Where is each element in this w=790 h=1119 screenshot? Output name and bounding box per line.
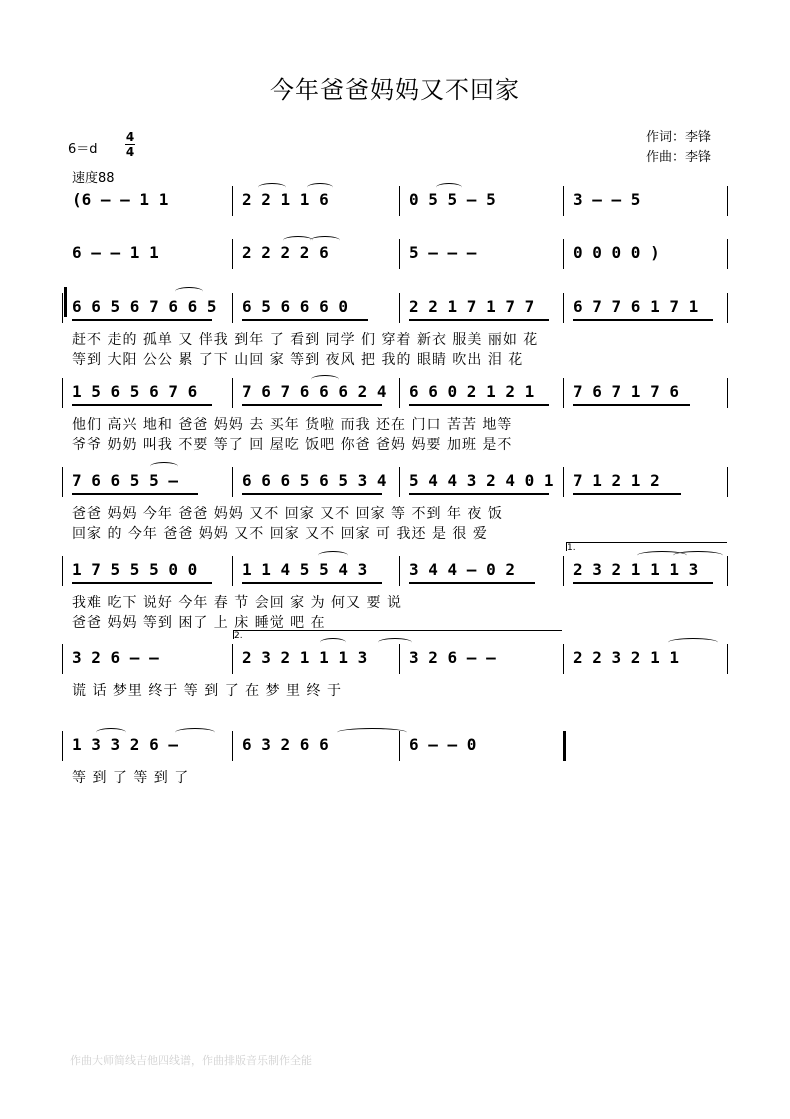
barline	[399, 556, 400, 586]
measure-notes: 3 – – 5	[573, 190, 641, 209]
measure-notes: 0 5 5 – 5	[409, 190, 496, 209]
measure-notes: 3 2 6 – –	[72, 648, 159, 667]
measure-notes: 6 – – 0	[409, 735, 477, 754]
barline	[727, 239, 728, 269]
slur	[311, 375, 339, 384]
composer: 作曲：李锋	[646, 150, 712, 165]
lyric-line: 我难 吃下 说好 今年 春 节 会回 家 为 何又 要 说	[72, 595, 402, 611]
measure-notes: 3 2 6 – –	[409, 648, 496, 667]
measure-notes: 6 – – 1 1	[72, 243, 159, 262]
lyric-line: 等到 大阳 公公 累 了下 山回 家 等到 夜风 把 我的 眼睛 吹出 泪 花	[72, 352, 524, 368]
slur	[283, 236, 313, 245]
barline	[232, 644, 233, 674]
slur	[310, 236, 340, 245]
beam-underline	[72, 319, 212, 321]
measure-notes: 7 6 6 5 5 –	[72, 471, 178, 490]
beam-underline	[242, 319, 368, 321]
barline	[399, 378, 400, 408]
measure-notes: 2 2 1 7 1 7 7	[409, 297, 535, 316]
barline	[232, 467, 233, 497]
volta-first: 1.	[566, 542, 727, 551]
measure-notes: 1 3 3 2 6 –	[72, 735, 178, 754]
measure-notes: 6 6 6 5 6 5 3 4	[242, 471, 387, 490]
measure-notes: 1 1 4 5 5 4 3	[242, 560, 368, 579]
time-signature	[123, 130, 137, 159]
slur	[258, 183, 286, 192]
slur	[436, 183, 462, 192]
beam-underline	[573, 582, 713, 584]
barline	[563, 186, 564, 216]
beam-underline	[409, 582, 535, 584]
measure-notes: 1 5 6 5 6 7 6	[72, 382, 198, 401]
beam-underline	[72, 404, 212, 406]
lyric-line: 他们 高兴 地和 爸爸 妈妈 去 买年 货啦 而我 还在 门口 苦苦 地等	[72, 417, 513, 433]
measure-notes: 7 1 2 1 2	[573, 471, 660, 490]
measure-notes: 6 5 6 6 6 0	[242, 297, 348, 316]
lyric-line: 爸爸 妈妈 今年 爸爸 妈妈 又不 回家 又不 回家 等 不到 年 夜 饭	[72, 506, 503, 522]
beam-underline	[242, 582, 382, 584]
repeat-start-barline	[64, 287, 67, 317]
slur	[175, 287, 203, 296]
lyric-line: 等 到 了 等 到 了	[72, 770, 190, 786]
barline	[399, 239, 400, 269]
measure-notes: (6 – – 1 1	[72, 190, 169, 209]
barline	[232, 186, 233, 216]
beam-underline	[573, 319, 713, 321]
measure-notes: 2 2 3 2 1 1	[573, 648, 679, 667]
beam-underline	[573, 493, 681, 495]
beam-underline	[409, 319, 549, 321]
slur	[320, 638, 346, 647]
barline	[727, 293, 728, 323]
volta-second: 2.	[233, 630, 562, 639]
time-signature-top: 4	[125, 130, 135, 144]
barline	[399, 644, 400, 674]
barline	[727, 644, 728, 674]
barline	[232, 378, 233, 408]
measure-notes: 3 4 4 – 0 2	[409, 560, 515, 579]
barline	[563, 239, 564, 269]
measure-notes: 7 6 7 6 6 6 2 4	[242, 382, 387, 401]
barline	[399, 467, 400, 497]
barline	[62, 556, 63, 586]
lyric-line: 谎 话 梦里 终于 等 到 了 在 梦 里 终 于	[72, 683, 342, 699]
lyric-line: 爸爸 妈妈 等到 困了 上 床 睡觉 吧 在	[72, 615, 326, 631]
slur	[175, 728, 215, 737]
barline	[563, 644, 564, 674]
measure-notes: 6 3 2 6 6	[242, 735, 329, 754]
slur	[378, 638, 412, 647]
measure-notes: 2 3 2 1 1 1 3	[242, 648, 368, 667]
lyric-line: 赶不 走的 孤单 又 伴我 到年 了 看到 同学 们 穿着 新衣 服美 丽如 花	[72, 332, 539, 348]
barline	[563, 293, 564, 323]
footer-watermark: 作曲大师简线吉他四线谱，作曲排版音乐制作全能	[70, 1054, 312, 1067]
barline	[62, 467, 63, 497]
barline	[232, 293, 233, 323]
beam-underline	[409, 493, 549, 495]
barline	[727, 467, 728, 497]
barline	[62, 378, 63, 408]
measure-notes: 5 – – –	[409, 243, 477, 262]
slur	[150, 462, 178, 471]
lyric-line: 回家 的 今年 爸爸 妈妈 又不 回家 又不 回家 可 我还 是 很 爱	[72, 526, 488, 542]
beam-underline	[409, 404, 549, 406]
barline	[727, 186, 728, 216]
beam-underline	[72, 493, 198, 495]
beam-underline	[242, 404, 382, 406]
slur	[673, 551, 723, 560]
barline	[399, 186, 400, 216]
measure-notes: 6 6 5 6 7 6 6 5	[72, 297, 217, 316]
barline	[62, 644, 63, 674]
barline	[62, 731, 63, 761]
slur	[337, 728, 407, 737]
measure-notes: 2 2 2 2 6	[242, 243, 329, 262]
barline	[727, 556, 728, 586]
barline	[62, 293, 63, 323]
barline	[232, 239, 233, 269]
beam-underline	[72, 582, 212, 584]
slur	[668, 638, 718, 647]
tempo: 速度88	[72, 171, 115, 186]
lyricist: 作词：李锋	[646, 130, 712, 145]
song-title: 今年爸爸妈妈又不回家	[270, 76, 520, 104]
measure-notes: 1 7 5 5 5 0 0	[72, 560, 198, 579]
measure-notes: 5 4 4 3 2 4 0 1	[409, 471, 554, 490]
key-signature: 6＝d	[68, 142, 98, 157]
measure-notes: 0 0 0 0 )	[573, 243, 660, 262]
barline	[232, 731, 233, 761]
barline	[399, 293, 400, 323]
slur	[96, 728, 126, 737]
measure-notes: 7 6 7 1 7 6	[573, 382, 679, 401]
beam-underline	[573, 404, 690, 406]
beam-underline	[242, 493, 382, 495]
time-signature-bottom: 4	[125, 145, 135, 159]
slur	[318, 551, 348, 560]
barline	[563, 556, 564, 586]
credits	[646, 128, 711, 168]
barline	[232, 556, 233, 586]
barline	[563, 378, 564, 408]
barline	[727, 378, 728, 408]
measure-notes: 2 2 1 1 6	[242, 190, 329, 209]
measure-notes: 6 7 7 6 1 7 1	[573, 297, 699, 316]
measure-notes: 2 3 2 1 1 1 3	[573, 560, 699, 579]
lyric-line: 爷爷 奶奶 叫我 不要 等了 回 屋吃 饭吧 你爸 爸妈 妈要 加班 是不	[72, 437, 513, 453]
barline	[563, 467, 564, 497]
final-barline-thin	[565, 731, 566, 761]
measure-notes: 6 6 0 2 1 2 1	[409, 382, 535, 401]
slur	[307, 183, 333, 192]
